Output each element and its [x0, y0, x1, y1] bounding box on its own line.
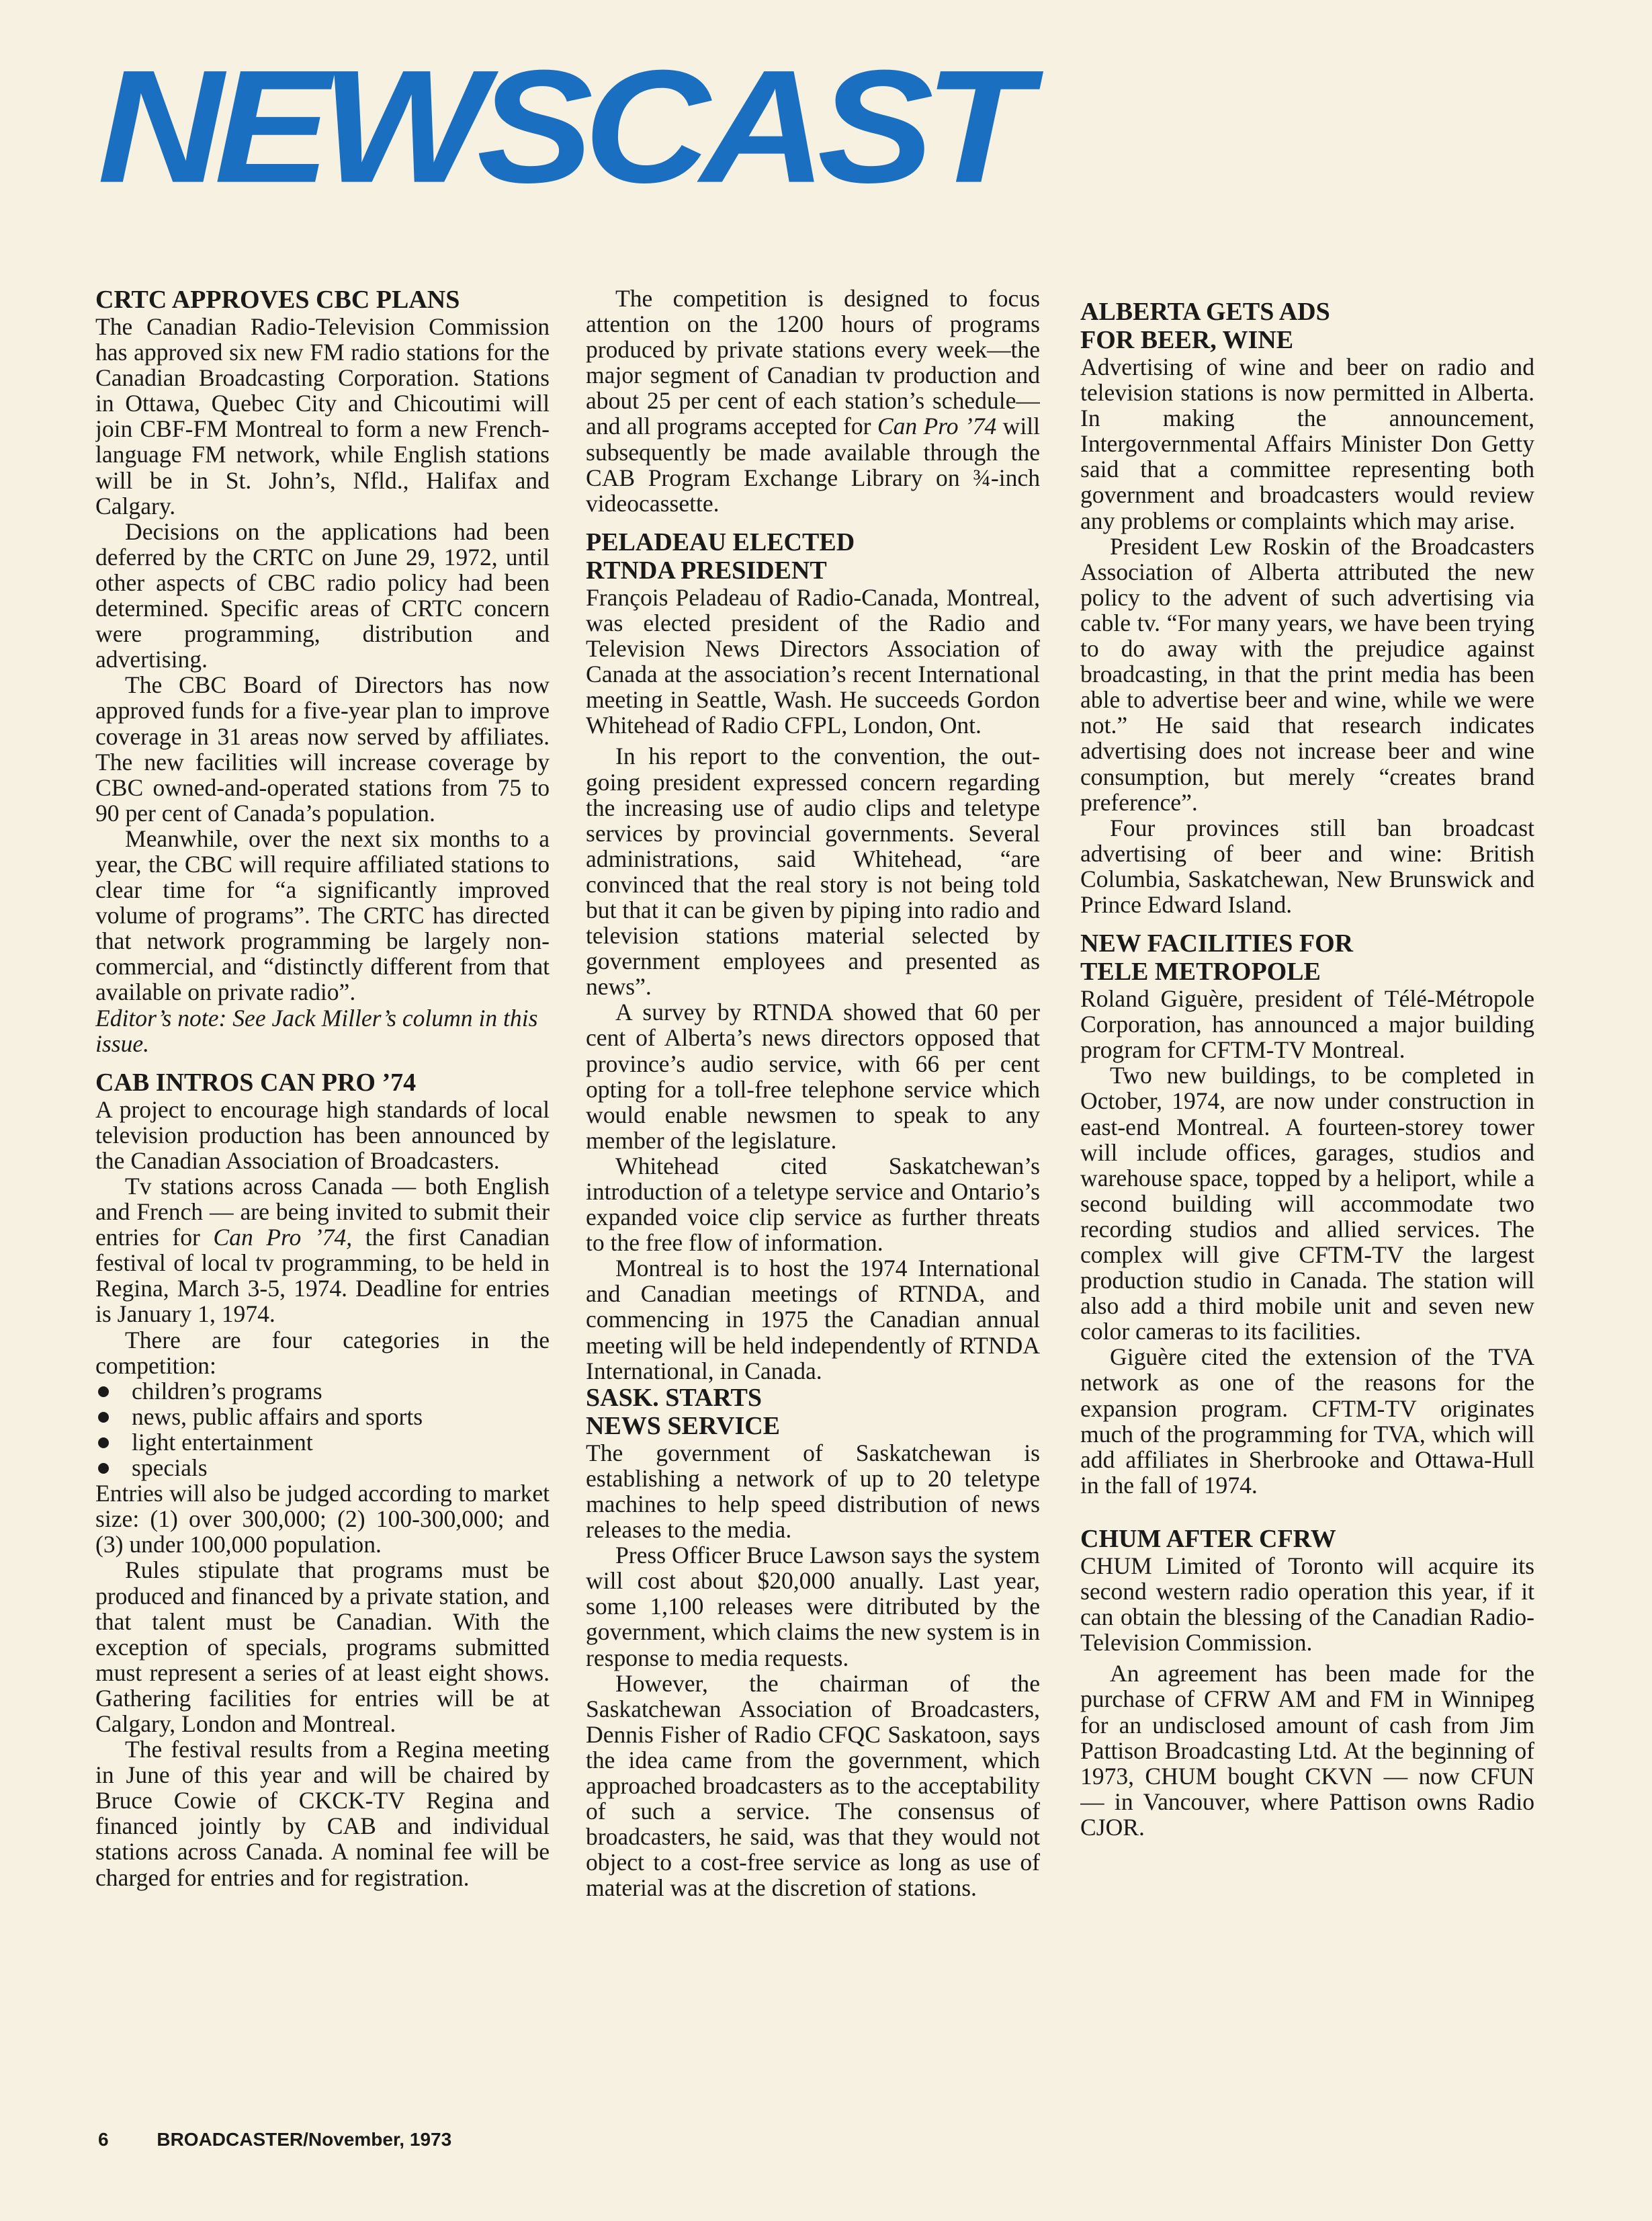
paragraph: Advertising of wine and beer on radio and television stations is now permitted in Alberta. In making the announcement, Intergovernmental Affairs Minister Don Getty said that a committee representing both government and broadcasters would review any problems or complaints which may arise.	[1080, 353, 1534, 534]
list-item: light entertainment	[95, 1429, 550, 1455]
list-item: children’s programs	[95, 1378, 550, 1404]
paragraph: CHUM Limited of Toronto will acquire its second western radio operation this year, if it can obtain the blessing of the Canadian Radio-Television Commission.	[1080, 1552, 1534, 1657]
paragraph: The government of Saskatchewan is establishing a network of up to 20 teletype machines to help speed distribution of news releases to the media.	[586, 1439, 1040, 1544]
headline-crtc: CRTC APPROVES CBC PLANS	[95, 286, 460, 314]
paragraph: Meanwhile, over the next six months to a year, the CBC will require affiliated stations to clear time for “a significantly improved volume of programs”. The CRTC has directed that network programming be largely non-commercial, and “distinctly different from that available on private radio”.	[95, 825, 550, 1006]
headline-tele-metropole: NEW FACILITIES FOR TELE METROPOLE	[1080, 929, 1354, 987]
paragraph: There are four categories in the competition:	[95, 1326, 550, 1379]
paragraph: The CBC Board of Directors has now approved funds for a five-year plan to improve coverage in 31 areas now served by affiliates. The new facilities will increase coverage by CBC owned-and-operated stations from 75 to 90 per cent of Canada’s population.	[95, 671, 550, 827]
paragraph: The competition is designed to focus attention on the 1200 hours of programs produced by private stations every week—the major segment of Canadian tv production and about 25 per cent of each station’s schedule—and all programs accepted for Can Pro ’74 will subsequently be made available through the CAB Program Exchange Library on ¾-inch videocassette.	[586, 286, 1040, 517]
column-3	[1080, 286, 1534, 2140]
editors-note: Editor’s note: See Jack Miller’s column in this issue.	[95, 1004, 538, 1057]
column-1	[95, 286, 550, 2140]
headline-alberta: ALBERTA GETS ADS FOR BEER, WINE	[1080, 298, 1330, 354]
paragraph: The festival results from a Regina meeting in June of this year and will be chaired by Bruce Cowie of CKCK-TV Regina and financed jointly by CAB and individual stations across Canada. A nominal fee will be charged for entries and for registration.	[95, 1736, 550, 1891]
paragraph: However, the chairman of the Saskatchewan Association of Broadcasters, Dennis Fisher of Radio CFQC Saskatoon, says the idea came from the government, which approached broadcasters as to the acceptability of such a service. The consensus of broadcasters, he said, was that they would not object to a cost-free service as long as use of material was at the discretion of stations.	[586, 1669, 1040, 1902]
paragraph: The Canadian Radio-Television Commission has approved six new FM radio stations for the Canadian Broadcasting Corporation. Stations in Ottawa, Quebec City and Chicoutimi will join CBF-FM Montreal to form a new French-language FM network, while English stations will be in St. John’s, Nfld., Halifax and Calgary.	[95, 313, 550, 519]
category-list	[95, 1378, 550, 1480]
page-footer	[98, 2129, 451, 2150]
paragraph: President Lew Roskin of the Broadcasters Association of Alberta attributed the new policy to the advent of such advertising via cable tv. “For many years, we have been trying to do away with the prejudice against broadcasting, in that the print media has been able to advertise beer and wine, while we were not.” He said that research indicates advertising does not increase beer and wine consumption, but merely “creates brand preference”.	[1080, 532, 1534, 816]
paragraph: Entries will also be judged according to market size: (1) over 300,000; (2) 100-300,000; and (3) under 100,000 population.	[95, 1480, 550, 1558]
paragraph: Rules stipulate that programs must be produced and financed by a private station, and that talent must be Canadian. With the exception of specials, programs submitted must represent a series of at least eight shows. Gathering facilities for entries will be at Calgary, London and Montreal.	[95, 1556, 550, 1737]
paragraph: A survey by RTNDA showed that 60 per cent of Alberta’s news directors opposed that province’s audio service, with 66 per cent opting for a toll-free telephone service which would enable newsmen to speak to any member of the legislature.	[586, 999, 1040, 1154]
list-item: specials	[95, 1455, 550, 1480]
headline-cab: CAB INTROS CAN PRO ’74	[95, 1068, 417, 1097]
paragraph: An agreement has been made for the purchase of CFRW AM and FM in Winnipeg for an undisclosed amount of cash from Jim Pattison Broadcasting Ltd. At the beginning of 1973, CHUM bought CKVN — now CFUN — in Vancouver, where Pattison owns Radio CJOR.	[1080, 1660, 1534, 1841]
paragraph: Whitehead cited Saskatchewan’s introduction of a teletype service and Ontario’s expanded voice clip service as further threats to the free flow of information.	[586, 1152, 1040, 1257]
paragraph: Giguère cited the extension of the TVA network as one of the reasons for the expansion program. CFTM-TV originates much of the programming for TVA, which will add affiliates in Sherbrooke and Ottawa-Hull in the fall of 1974.	[1080, 1343, 1534, 1499]
headline-chum: CHUM AFTER CFRW	[1080, 1524, 1336, 1553]
page-number: 6	[98, 2129, 109, 2150]
paragraph: François Peladeau of Radio-Canada, Montreal, was elected president of the Radio and Television News Directors Association of Canada at the association’s recent International meeting in Seattle, Wash. He succeeds Gordon Whitehead of Radio CFPL, London, Ont.	[586, 583, 1040, 739]
paragraph: Montreal is to host the 1974 International and Canadian meetings of RTNDA, and commencing in 1975 the Canadian annual meeting will be held independently of RTNDA International, in Canada.	[586, 1255, 1040, 1384]
column-2	[586, 286, 1040, 2140]
headline-rtnda: PELADEAU ELECTED RTNDA PRESIDENT	[586, 528, 855, 585]
list-item: news, public affairs and sports	[95, 1404, 550, 1429]
paragraph: Press Officer Bruce Lawson says the system will cost about $20,000 anually. Last year, some 1,100 releases were ditributed by the government, which claims the new system is in response to media requests.	[586, 1542, 1040, 1671]
paragraph: Four provinces still ban broadcast advertising of beer and wine: British Columbia, Saskatchewan, New Brunswick and Prince Edward Island.	[1080, 814, 1534, 918]
publication-line: BROADCASTER/November, 1973	[157, 2129, 452, 2150]
paragraph: Two new buildings, to be completed in October, 1974, are now under construction in east-end Montreal. A fourteen-storey tower will include offices, garages, studios and warehouse space, topped by a heliport, while a second building will accommodate two recording studios and allied services. The complex will give CFTM-TV the largest production studio in Canada. The station will also add a third mobile unit and seven new color cameras to its facilities.	[1080, 1062, 1534, 1345]
paragraph: In his report to the convention, the out-going president expressed concern regarding the increasing use of audio clips and teletype services by provincial governments. Several administrations, said Whitehead, “are convinced that the real story is not being told but that it can be given by piping into radio and television stations material selected by government employees and presented as news”.	[586, 743, 1040, 1001]
paragraph: Decisions on the applications had been deferred by the CRTC on June 29, 1972, until other aspects of CBC radio policy had been determined. Specific areas of CRTC concern were programming, distribution and advertising.	[95, 517, 550, 673]
paragraph: A project to encourage high standards of local television production has been announced by the Canadian Association of Broadcasters.	[95, 1095, 550, 1174]
paragraph: Tv stations across Canada — both English and French — are being invited to submit their entries for Can Pro ’74, the first Canadian festival of local tv programming, to be held in Regina, March 3-5, 1974. Deadline for entries is January 1, 1974.	[95, 1173, 550, 1328]
paragraph: Roland Giguère, president of Télé-Métropole Corporation, has announced a major building program for CFTM-TV Montreal.	[1080, 985, 1534, 1064]
masthead-title: NEWSCAST	[97, 37, 1022, 217]
headline-sask: SASK. STARTS NEWS SERVICE	[586, 1383, 781, 1440]
